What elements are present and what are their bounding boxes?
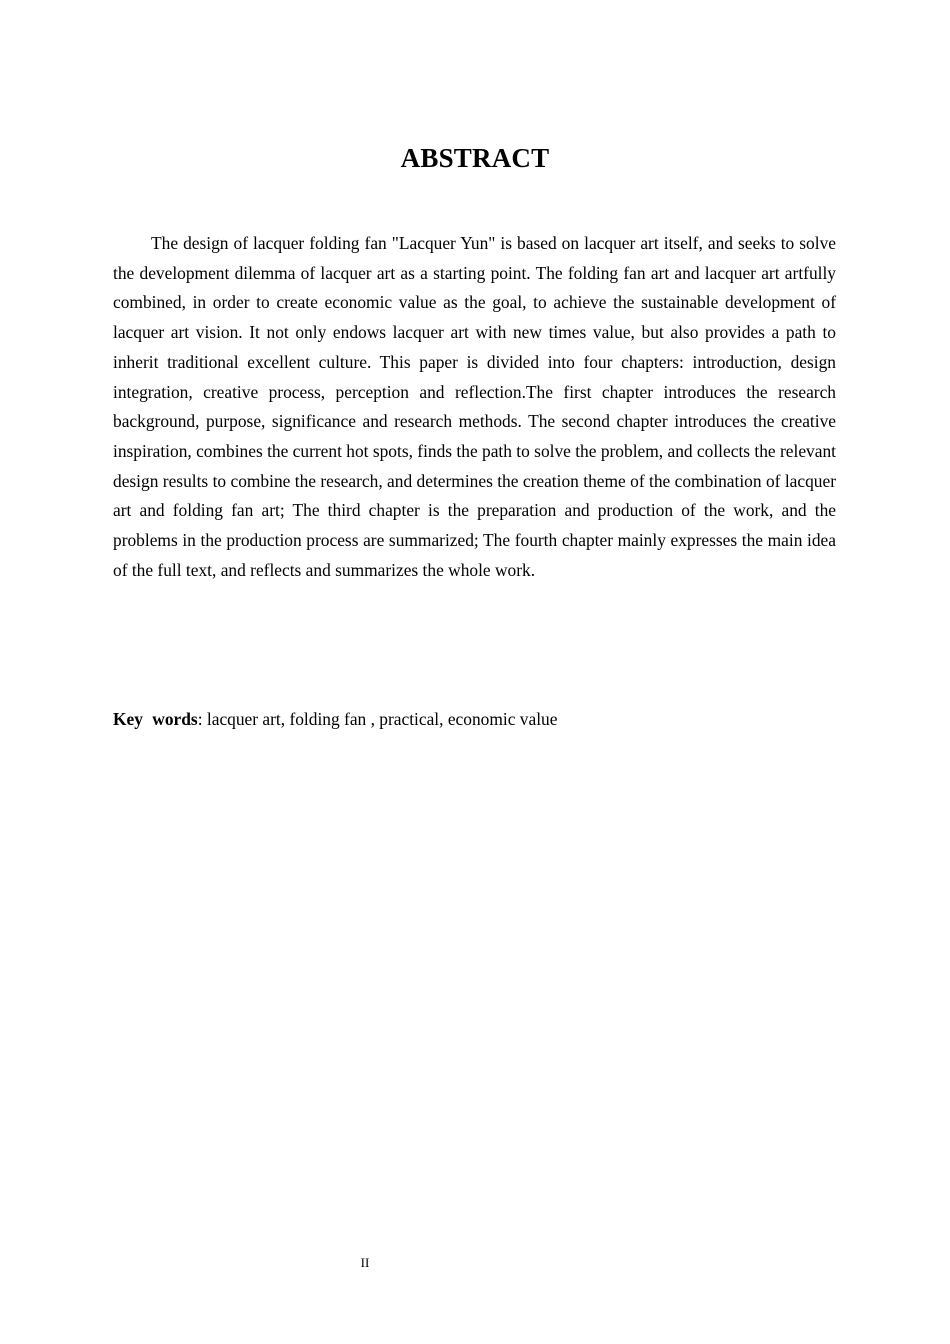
page-number: II — [360, 1255, 370, 1270]
keywords-label: Key words — [113, 709, 198, 729]
abstract-title: ABSTRACT — [400, 143, 550, 173]
keywords-separator: : — [197, 709, 207, 729]
keywords-text: lacquer art, folding fan , practical, economic value — [206, 709, 558, 729]
keywords-line — [113, 705, 836, 734]
abstract-paragraph: The design of lacquer folding fan "Lacquer Yun" is based on lacquer art itself, and seeks to solve the development dilemma of lacquer art as a starting point. The folding fan art and lacquer art artfully combined, in order to create economic value as the goal, to achieve the sustainable development of lacquer art vision. It not only endows lacquer art with new times value, but also provides a path to inherit traditional excellent culture. This paper is divided into four chapters: introduction, design integration, creative process, perception and reflection.The first chapter introduces the research background, purpose, significance and research methods. The second chapter introduces the creative inspiration, combines the current hot spots, finds the path to solve the problem, and collects the relevant design results to combine the research, and determines the creation theme of the combination of lacquer art and folding fan art; The third chapter is the preparation and production of the work, and the problems in the production process are summarized; The fourth chapter mainly expresses the main idea of the full text, and reflects and summarizes the whole work. — [113, 233, 836, 580]
